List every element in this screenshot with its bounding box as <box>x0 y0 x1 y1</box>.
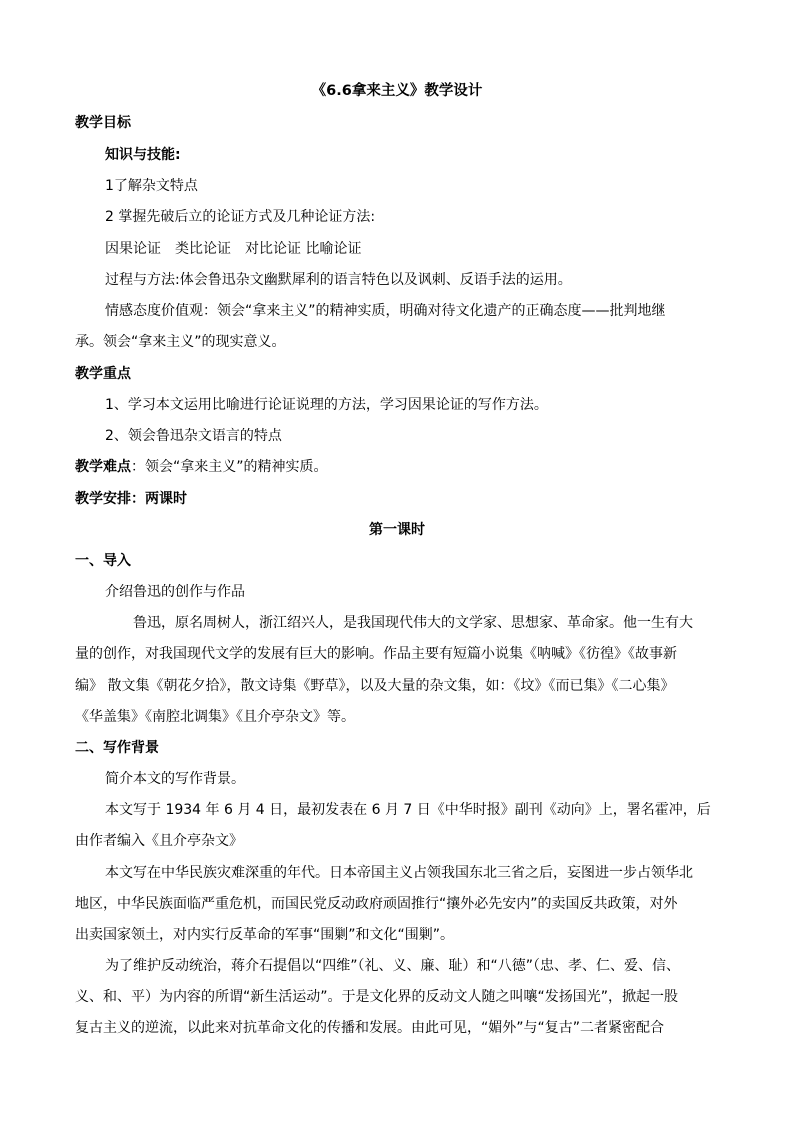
arrangement-line: 教学安排：两课时 <box>75 491 187 507</box>
goal-item-2: 2 掌握先破后立的论证方式及几种论证方法: <box>105 209 376 225</box>
argument-methods: 因果论证 类比论证 对比论证 比喻论证 <box>105 241 362 257</box>
difficulty-text: ：领会“拿来主义”的精神实质。 <box>131 459 328 475</box>
section2-heading: 二、写作背景 <box>75 740 159 756</box>
section2-p1-line2: 由作者编入《且介亭杂文》 <box>75 833 243 849</box>
section2-p1-line1: 本文写于 1934 年 6 月 4 日，最初发表在 6 月 7 日《中华时报》副刊《动向》上，署名霍冲，后 <box>105 802 711 818</box>
section2-p3-line3: 复古主义的逆流，以此来对抗革命文化的传播和发展。由此可见，“媚外”与“复古”二者紧密配合 <box>75 1020 665 1036</box>
section2-p2-line2: 地区，中华民族面临严重危机，而国民党反动政府顽固推行“攘外必先安内”的卖国反共政策，对外 <box>75 896 678 912</box>
emotion-values-line2: 承。领会“拿来主义”的现实意义。 <box>75 334 286 350</box>
section2-p2-line3: 出卖国家领土，对内实行反革命的军事“围剿”和文化“围剿”。 <box>75 927 455 943</box>
document-title: 《6.6拿来主义》教学设计 <box>311 83 483 99</box>
section1-para-line3: 编》 散文集《朝花夕拾》，散文诗集《野草》，以及大量的杂文集，如：《坟》《而已集》《二心集》 <box>75 678 675 694</box>
key-point-1: 1、学习本文运用比喻进行论证说理的方法，学习因果论证的写作方法。 <box>105 397 548 413</box>
section2-p3-line1: 为了维护反动统治，蒋介石提倡以“四维”（礼、义、廉、耻）和“八德”（忠、孝、仁、爱、信、 <box>105 958 681 974</box>
difficulty-label: 教学难点 <box>75 459 131 475</box>
section1-para-line1: 鲁迅，原名周树人，浙江绍兴人，是我国现代伟大的文学家、思想家、革命家。他一生有大 <box>133 615 693 631</box>
section1-heading: 一、导入 <box>75 553 131 569</box>
section1-para-line4: 《华盖集》《南腔北调集》《且介亭杂文》等。 <box>75 709 355 725</box>
section1-para-line2: 量的创作，对我国现代文学的发展有巨大的影响。作品主要有短篇小说集《呐喊》《彷徨》《故事新 <box>75 646 677 662</box>
section2-p2-line1: 本文写在中华民族灾难深重的年代。日本帝国主义占领我国东北三省之后，妄图进一步占领华北 <box>105 865 693 881</box>
section2-intro: 简介本文的写作背景。 <box>105 771 245 787</box>
section2-p3-line2: 义、和、平）为内容的所谓“新生活运动”。于是文化界的反动文人随之叫嚷“发扬国光”，掀起一股 <box>75 989 679 1005</box>
knowledge-skills-heading: 知识与技能: <box>105 147 181 163</box>
teaching-goals-heading: 教学目标 <box>75 115 131 131</box>
difficulty-line <box>75 458 328 476</box>
key-points-heading: 教学重点 <box>75 366 131 382</box>
key-point-2: 2、领会鲁迅杂文语言的特点 <box>105 428 282 444</box>
emotion-values-line1: 情感态度价值观：领会“拿来主义”的精神实质，明确对待文化遗产的正确态度——批判地继 <box>105 303 666 319</box>
goal-item-1: 1了解杂文特点 <box>105 178 198 194</box>
lesson1-heading: 第一课时 <box>369 522 425 538</box>
section1-intro: 介绍鲁迅的创作与作品 <box>105 584 245 600</box>
process-methods: 过程与方法:体会鲁迅杂文幽默犀利的语言特色以及讽刺、反语手法的运用。 <box>105 272 572 288</box>
